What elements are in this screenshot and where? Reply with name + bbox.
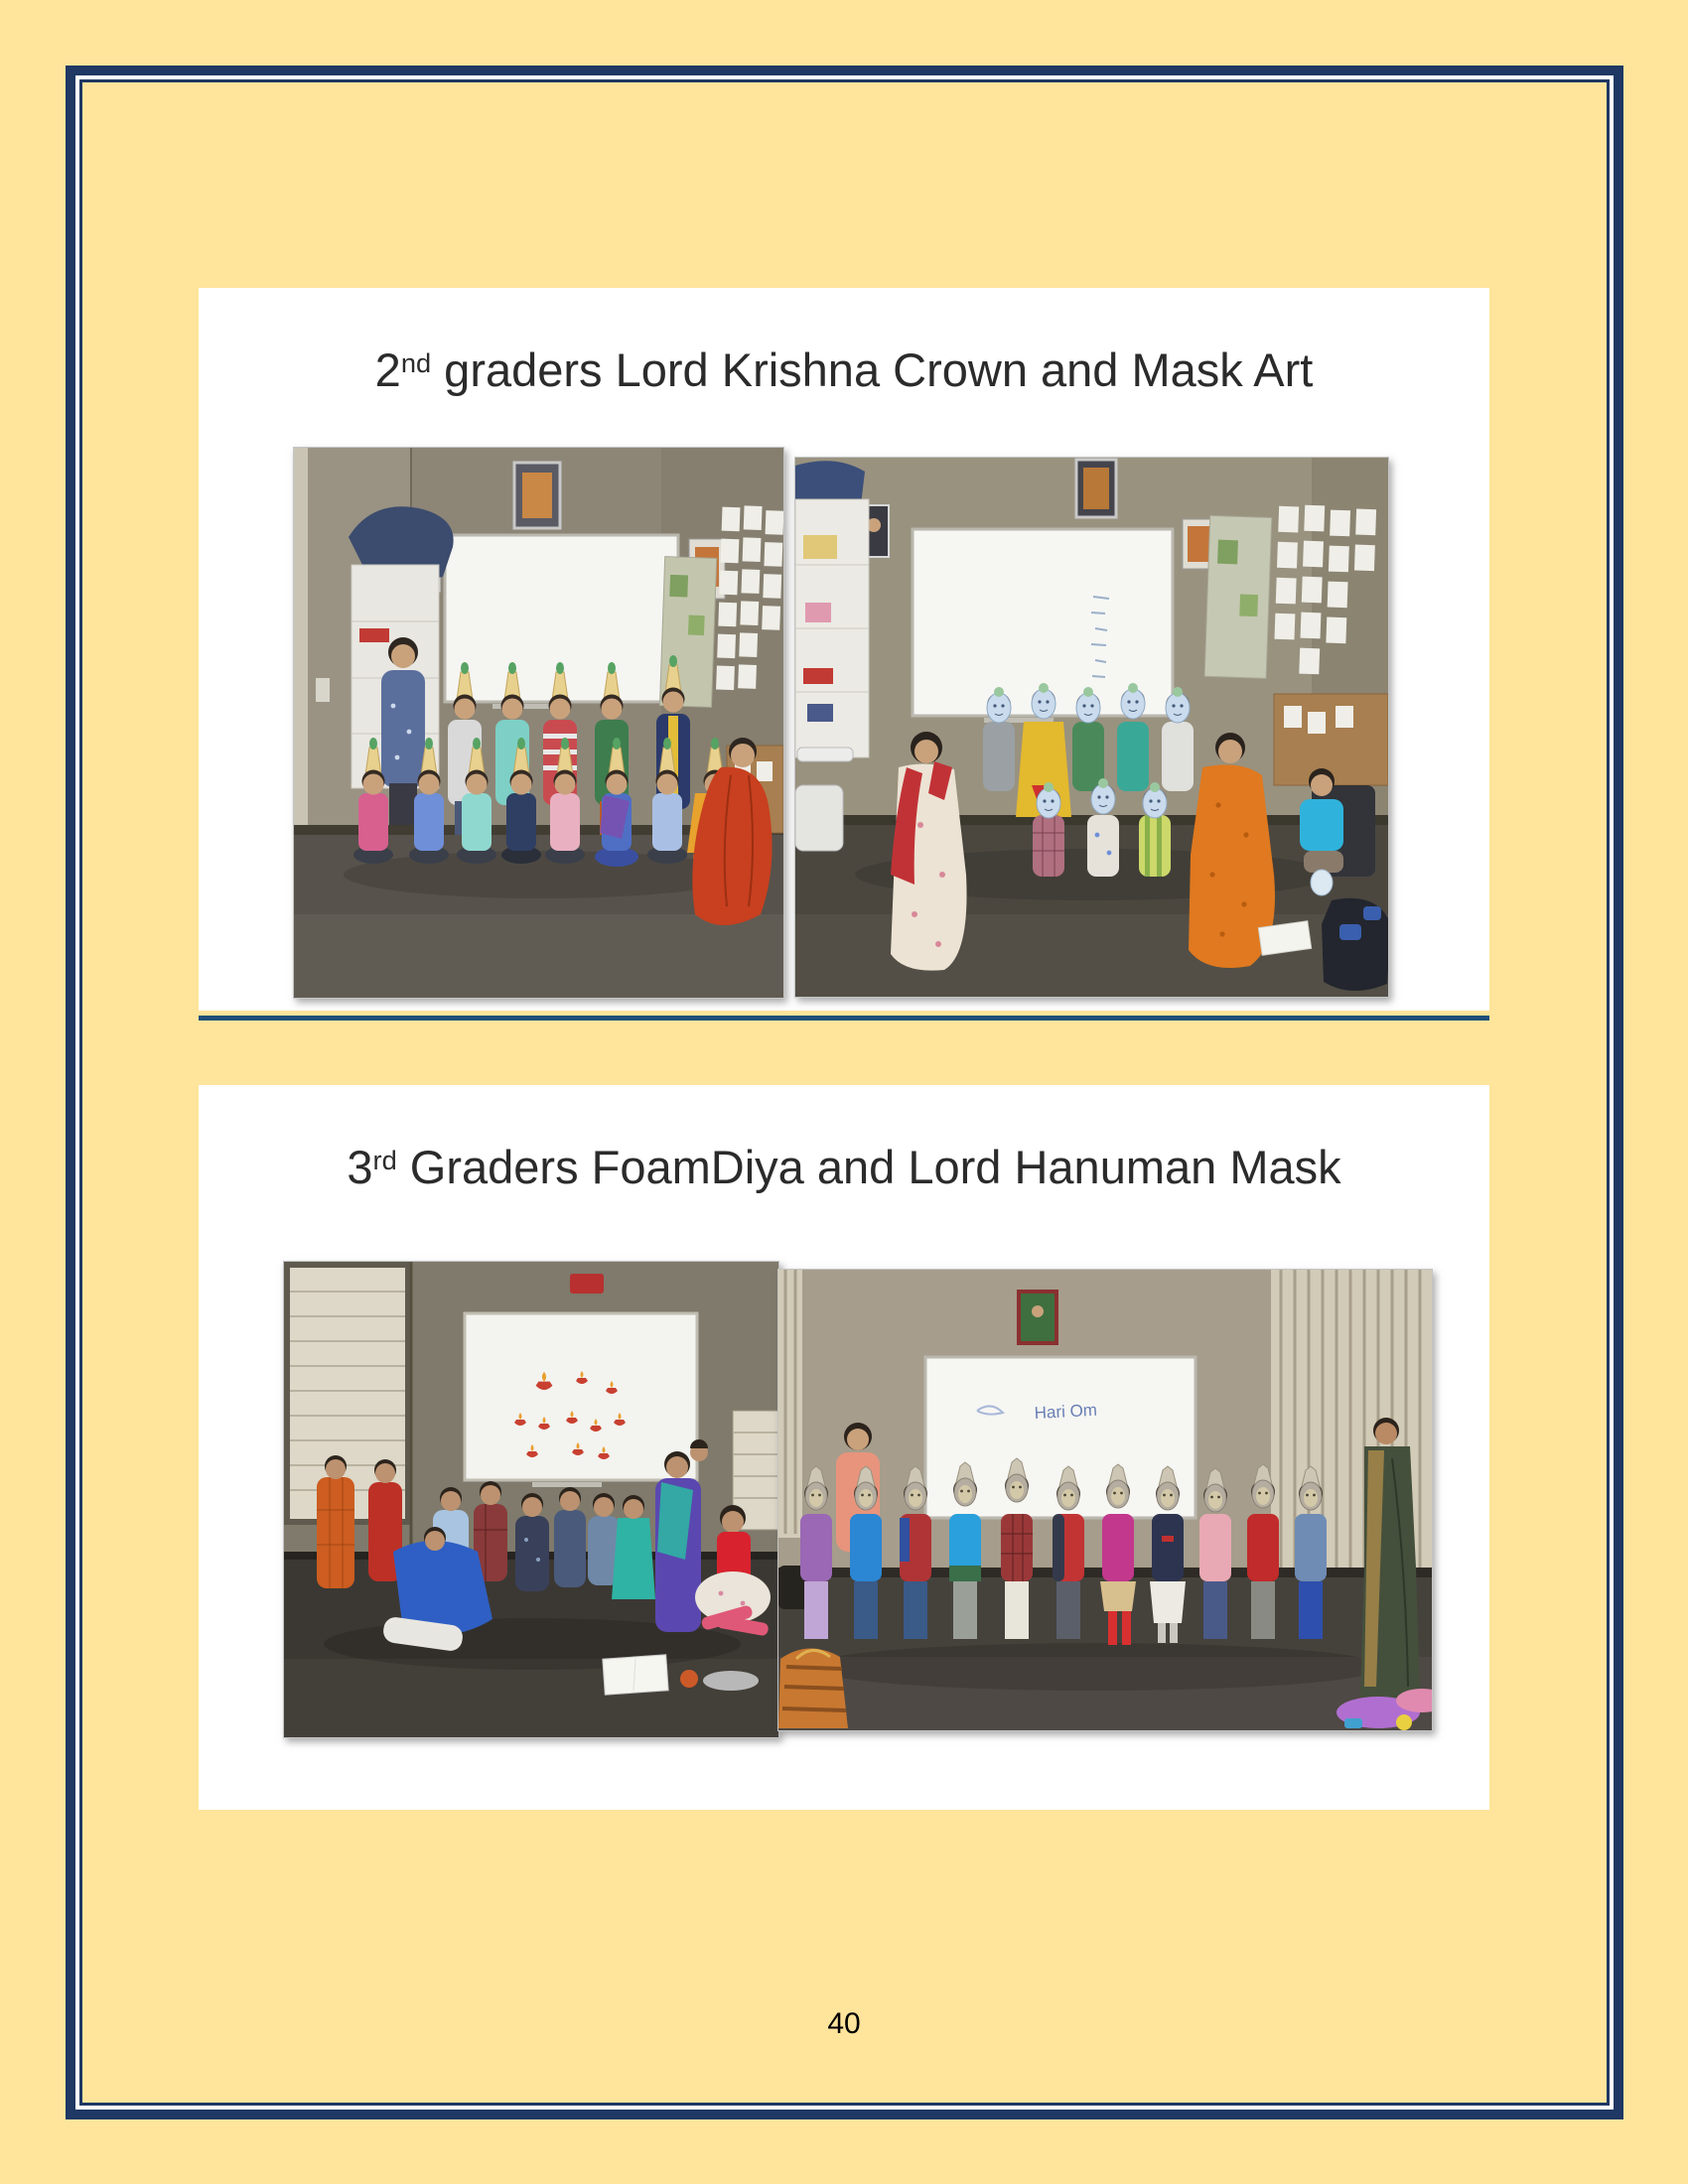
photo-krishna-crown-group bbox=[293, 447, 784, 999]
whiteboard bbox=[465, 1313, 697, 1480]
classroom-photo-illustration bbox=[795, 458, 1388, 997]
page-number: 40 bbox=[827, 2007, 861, 2040]
title-number: 2 bbox=[374, 343, 401, 396]
section-3rd-graders bbox=[199, 1085, 1489, 1810]
title-ordinal: rd bbox=[372, 1144, 397, 1175]
section-divider-line bbox=[199, 1016, 1489, 1021]
whiteboard-text: Hari Om bbox=[1034, 1400, 1098, 1423]
classroom-photo-illustration bbox=[294, 448, 783, 998]
title-ordinal: nd bbox=[400, 346, 432, 378]
section-2nd-graders bbox=[199, 288, 1489, 1011]
title-number: 3 bbox=[347, 1141, 373, 1193]
backpack bbox=[1322, 898, 1388, 991]
title-text: Graders FoamDiya and Lord Hanuman Mask bbox=[396, 1141, 1341, 1193]
title-text: graders Lord Krishna Crown and Mask Art bbox=[431, 343, 1314, 396]
photo-hanuman-mask-group bbox=[777, 1269, 1433, 1731]
photo-krishna-mask-group bbox=[794, 457, 1389, 998]
classroom-photo-illustration bbox=[284, 1262, 778, 1737]
photo-foam-diya-group bbox=[283, 1261, 779, 1738]
classroom-photo-illustration bbox=[778, 1270, 1432, 1730]
section-title-3rd-graders bbox=[199, 1085, 1489, 1194]
section-title-2nd-graders bbox=[199, 288, 1489, 397]
